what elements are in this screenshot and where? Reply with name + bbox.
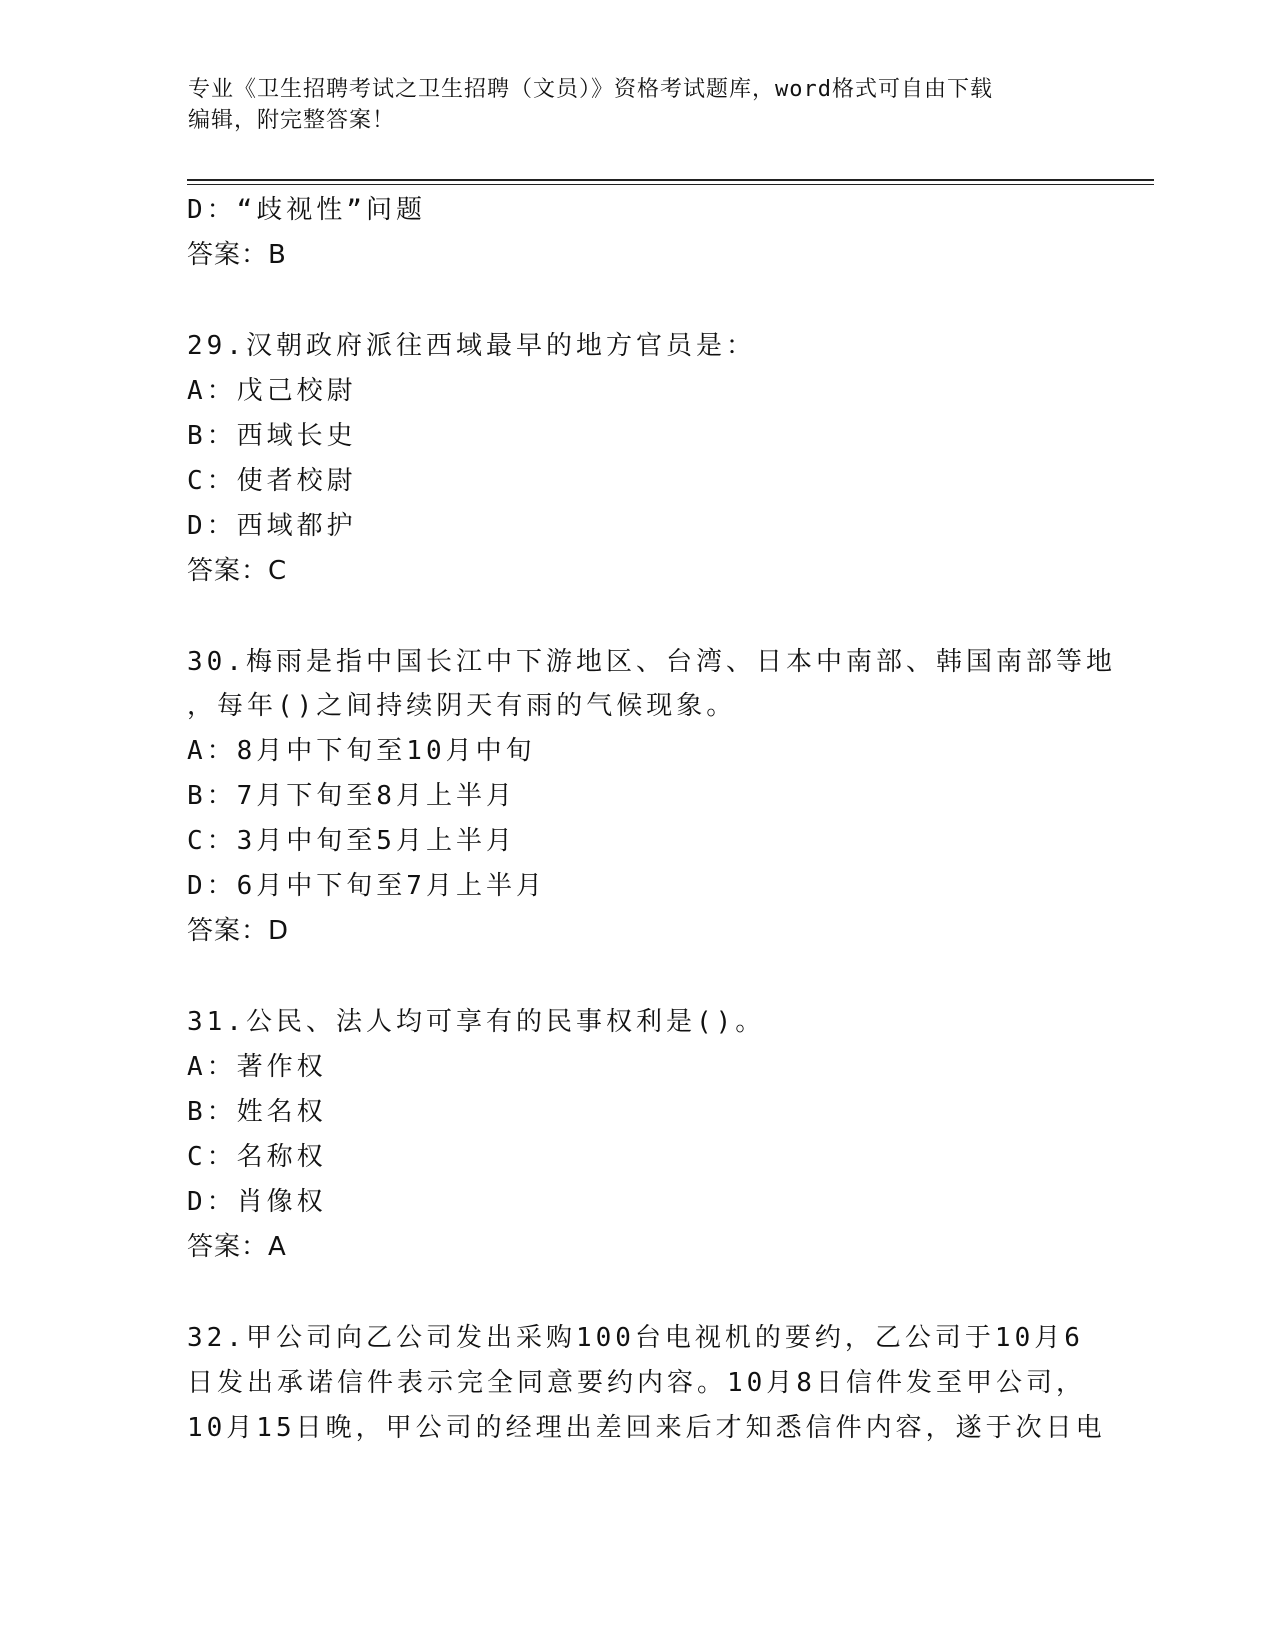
q31-answer: 答案：A — [187, 1232, 287, 1262]
q29-answer: 答案：C — [187, 556, 288, 586]
q31-option-b: B：姓名权 — [187, 1097, 327, 1127]
q29-option-b: B：西域长史 — [187, 421, 357, 451]
q30-option-b: B：7月下旬至8月上半月 — [187, 781, 516, 811]
q30-stem-line-1: 30.梅雨是指中国长江中下游地区、台湾、日本中南部、韩国南部等地 — [187, 647, 1116, 677]
prev-answer: 答案：B — [187, 240, 287, 270]
header-line-1: 专业《卫生招聘考试之卫生招聘（文员）》资格考试题库，word格式可自由下载 — [188, 77, 993, 102]
q31-option-a: A：著作权 — [187, 1052, 327, 1082]
q32-stem-line-3: 10月15日晚，甲公司的经理出差回来后才知悉信件内容，遂于次日电 — [187, 1413, 1106, 1443]
prev-option-d: D：“歧视性”问题 — [187, 195, 426, 225]
q30-option-d: D：6月中下旬至7月上半月 — [187, 871, 546, 901]
q30-answer: 答案：D — [187, 916, 290, 946]
q30-option-a: A：8月中下旬至10月中旬 — [187, 736, 536, 766]
header-rule-thick — [187, 179, 1154, 181]
header-line-2: 编辑，附完整答案！ — [188, 108, 396, 133]
q29-stem: 29.汉朝政府派往西域最早的地方官员是： — [187, 331, 756, 361]
q29-option-c: C：使者校尉 — [187, 466, 357, 496]
q29-option-a: A：戊己校尉 — [187, 376, 357, 406]
q32-stem-line-2: 日发出承诺信件表示完全同意要约内容。10月8日信件发至甲公司， — [187, 1368, 1086, 1398]
header-rule-thin — [187, 184, 1154, 185]
q31-option-d: D：肖像权 — [187, 1187, 327, 1217]
q31-stem: 31.公民、法人均可享有的民事权利是()。 — [187, 1007, 766, 1037]
q30-option-c: C：3月中旬至5月上半月 — [187, 826, 516, 856]
q29-option-d: D：西域都护 — [187, 511, 357, 541]
document-header — [188, 74, 1068, 136]
q30-stem-line-2: ，每年()之间持续阴天有雨的气候现象。 — [187, 691, 737, 721]
q32-stem-line-1: 32.甲公司向乙公司发出采购100台电视机的要约，乙公司于10月6 — [187, 1323, 1084, 1353]
q31-option-c: C：名称权 — [187, 1142, 327, 1172]
